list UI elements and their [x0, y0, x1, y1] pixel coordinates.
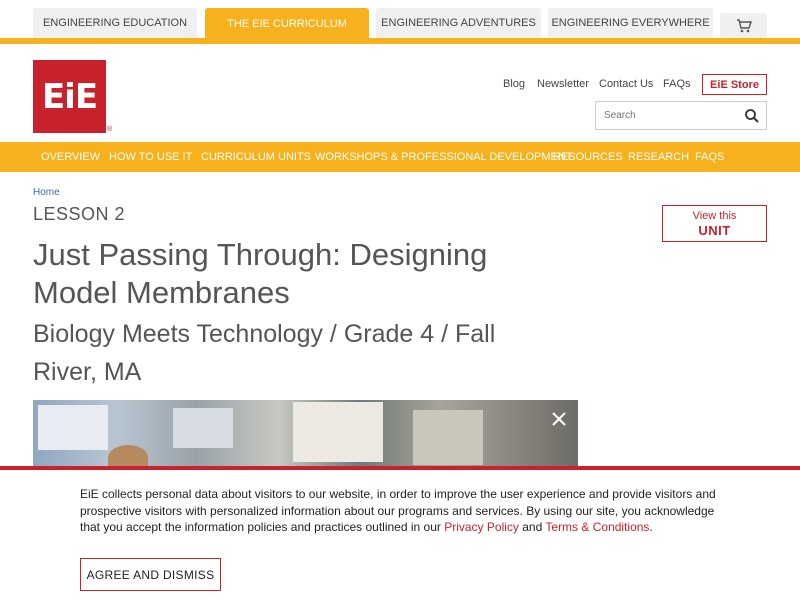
tab-engineering-everywhere[interactable]: ENGINEERING EVERYWHERE	[548, 8, 713, 38]
cart-icon	[736, 19, 752, 33]
eie-logo[interactable]: EiE	[33, 60, 106, 133]
lesson-number: LESSON 2	[33, 204, 126, 224]
nav-research[interactable]: RESEARCH	[628, 151, 690, 163]
top-accent-bar	[0, 38, 800, 44]
view-unit-line2: UNIT	[698, 223, 731, 238]
privacy-policy-link[interactable]: Privacy Policy	[444, 520, 519, 534]
nav-curriculum-units[interactable]: CURRICULUM UNITS	[201, 151, 311, 163]
blog-link[interactable]: Blog	[503, 78, 526, 90]
view-unit-line1: View this	[692, 210, 737, 222]
search-icon[interactable]	[744, 108, 760, 124]
cookie-banner	[0, 466, 800, 600]
search-input[interactable]	[596, 102, 736, 129]
eie-store-button[interactable]: EiE Store	[702, 74, 767, 95]
registered-mark: ®	[107, 126, 113, 133]
page-title: Just Passing Through: Designing Model Membranes	[33, 237, 488, 310]
agree-dismiss-button[interactable]: AGREE AND DISMISS	[80, 558, 221, 591]
tab-engineering-adventures[interactable]: ENGINEERING ADVENTURES	[376, 8, 541, 38]
nav-overview[interactable]: OVERVIEW	[41, 151, 101, 163]
lesson-photo	[33, 400, 578, 470]
search-box	[595, 101, 767, 130]
view-unit-button[interactable]	[662, 205, 767, 242]
tab-engineering-education[interactable]: ENGINEERING EDUCATION	[33, 8, 197, 38]
cart-button[interactable]	[720, 13, 767, 38]
close-icon[interactable]	[549, 409, 569, 429]
nav-how-to-use-it[interactable]: HOW TO USE IT	[109, 151, 193, 163]
breadcrumb-home[interactable]: Home	[33, 187, 60, 198]
faqs-link[interactable]: FAQs	[663, 78, 691, 90]
nav-workshops[interactable]: WORKSHOPS & PROFESSIONAL DEVELOPMENT	[315, 151, 573, 163]
contact-us-link[interactable]: Contact Us	[599, 78, 654, 90]
tab-eie-curriculum[interactable]: THE EIE CURRICULUM	[205, 8, 369, 40]
page-subtitle: Biology Meets Technology / Grade 4 / Fall River, MA	[33, 320, 496, 386]
nav-resources[interactable]: RESOURCES	[553, 151, 623, 163]
newsletter-link[interactable]: Newsletter	[537, 78, 589, 90]
terms-conditions-link[interactable]: Terms & Conditions	[545, 520, 650, 534]
nav-faqs[interactable]: FAQS	[695, 151, 725, 163]
main-navigation	[0, 142, 800, 172]
cookie-message: EiE collects personal data about visitors to our website, in order to improve the user experience and provide visitors and prospective visitors with personalized information about our programs and services. By using our site, you acknowledge that you accept the information policies and practices outlined in our Privacy Policy and Terms & Conditions.	[80, 487, 716, 534]
